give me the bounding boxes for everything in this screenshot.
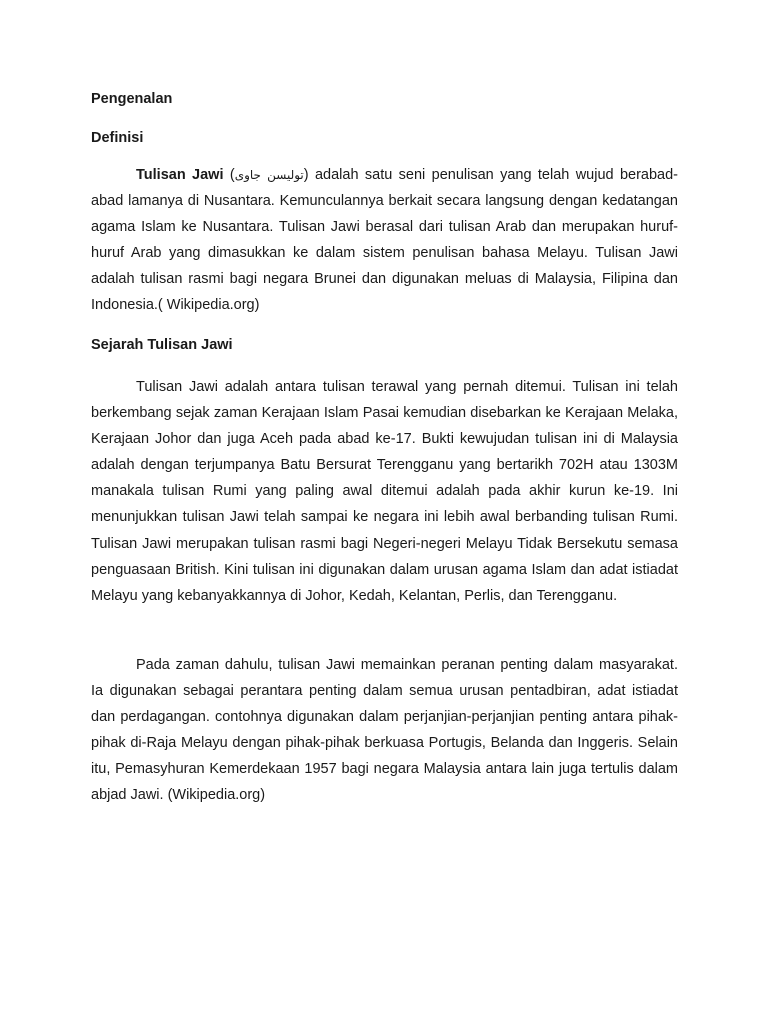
document-title: Pengenalan: [91, 91, 173, 107]
section-heading-definisi: Definisi: [91, 130, 144, 146]
term-tulisan-jawi: Tulisan Jawi: [136, 167, 224, 183]
arabic-term: تولیسن جاوی: [234, 168, 304, 182]
definisi-text: adalah satu seni penulisan yang telah wujud berabad-abad lamanya di Nusantara. Kemunculannya berkait secara langsung dengan kedatangan agama Islam ke Nusantara. Tulisan Jawi berasal dari tulisan Arab dan merupakan huruf-huruf Arab yang dimasukkan ke dalam sistem penulisan bahasa Melayu. Tulisan Jawi adalah tulisan rasmi bagi negara Brunei dan digunakan meluas di Malaysia, Filipina dan Indonesia.( Wikipedia.org): [91, 167, 679, 314]
sejarah-paragraph-2: Pada zaman dahulu, tulisan Jawi memainkan peranan penting dalam masyarakat. Ia digunakan sebagai perantara penting dalam semua urusan pentadbiran, adat istiadat dan perdagangan. contohnya digunakan dalam perjanjian-perjanjian penting antara pihak-pihak di-Raja Melayu dengan pihak-pihak berkuasa Portugis, Belanda dan Inggeris. Selain itu, Pemasyhuran Kemerdekaan 1957 bagi negara Malaysia antara lain juga tertulis dalam abjad Jawi. (Wikipedia.org): [91, 657, 678, 804]
arabic-close-paren: ): [303, 167, 315, 183]
section-heading-sejarah: Sejarah Tulisan Jawi: [91, 337, 233, 353]
sejarah-paragraph-1: Tulisan Jawi adalah antara tulisan terawal yang pernah ditemui. Tulisan ini telah berkembang sejak zaman Kerajaan Islam Pasai kemudian disebarkan ke Kerajaan Melaka, Kerajaan Johor dan juga Aceh pada abad ke-17. Bukti kewujudan tulisan ini di Malaysia adalah dengan terjumpanya Batu Bersurat Terengganu yang bertarikh 702H atau 1303M manakala tulisan Rumi yang paling awal ditemui adalah pada akhir kurun ke-19. Ini menunjukkan tulisan Jawi telah sampai ke negara ini lebih awal berbanding tulisan Rumi. Tulisan Jawi merupakan tulisan rasmi bagi Negeri-negeri Melayu Tidak Bersekutu semasa penguasaan British. Kini tulisan ini digunakan dalam urusan agama Islam dan adat istiadat Melayu yang kebanyakkannya di Johor, Kedah, Kelantan, Perlis, dan Terengganu.: [91, 379, 678, 604]
arabic-open-paren: (: [223, 167, 235, 183]
definisi-paragraph: [91, 162, 678, 319]
